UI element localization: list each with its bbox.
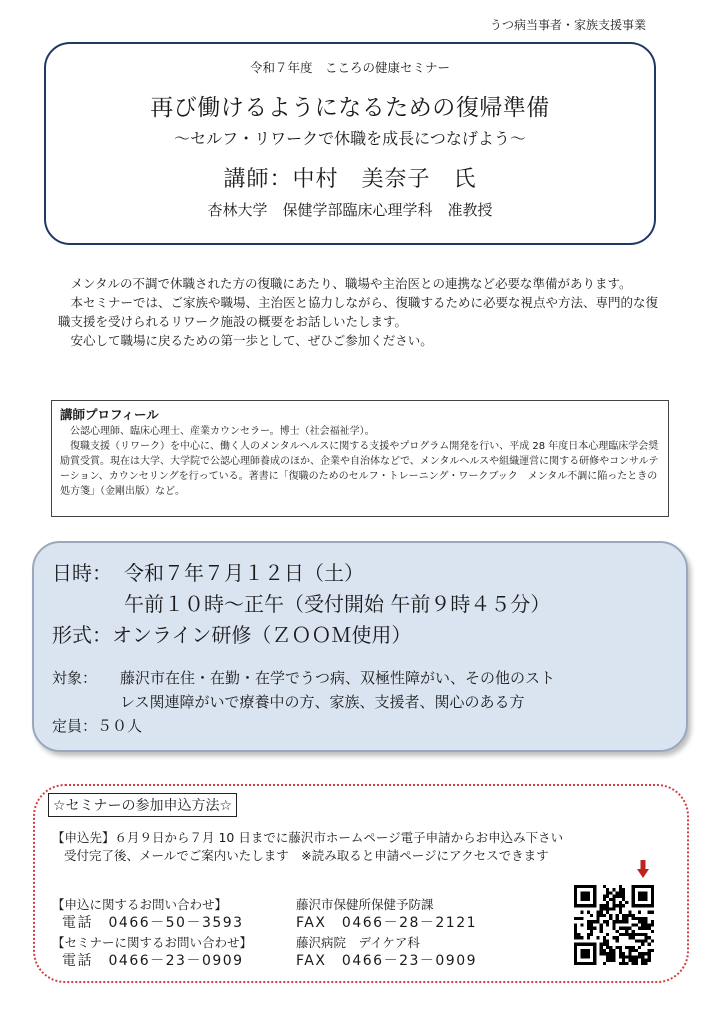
arrow-down-icon bbox=[637, 860, 649, 878]
intro-paragraph: 本セミナーでは、ご家族や職場、主治医と協力しながら、復職するために必要な視点や方法、専門的な復職支援を受けられるリワーク施設の概要をお話しいたします。 bbox=[58, 295, 659, 329]
profile-title: 講師プロフィール bbox=[60, 407, 159, 422]
application-title: ☆セミナーの参加申込方法☆ bbox=[48, 793, 237, 817]
contact-fax: FAX 0466－23－0909 bbox=[296, 953, 478, 969]
contact-phone: 電話 0466－50－3593 bbox=[62, 915, 244, 931]
contact-organization: 藤沢市保健所保健予防課 bbox=[296, 897, 434, 912]
application-instructions: 【申込先】６月９日から７月 10 日までに藤沢市ホームページ電子申請からお申込み下さい bbox=[52, 830, 564, 845]
intro-paragraph: メンタルの不調で休職された方の復職にあたり、職場や主治医との連携など必要な準備があります。 bbox=[70, 276, 632, 291]
event-time: 午前１０時～正午（受付開始 午前９時４５分） bbox=[124, 592, 551, 616]
contact-label: 【セミナーに関するお問い合わせ】 bbox=[52, 935, 253, 950]
event-capacity: 定員：５０人 bbox=[52, 717, 143, 735]
intro-text bbox=[58, 274, 670, 350]
organizer-tag: うつ病当事者・家族支援事業 bbox=[489, 18, 646, 32]
contact-organization: 藤沢病院 デイケア科 bbox=[296, 935, 420, 950]
contact-label: 【申込に関するお問い合わせ】 bbox=[52, 897, 228, 912]
target-audience-line: レス関連障がいで療養中の方、家族、支援者、関心のある方 bbox=[120, 693, 525, 711]
profile-paragraph: 復職支援（リワーク）を中心に、働く人のメンタルヘルスに関する支援やプログラム開発を行い、平成 28 年度日本心理臨床学会奨励賞受賞。現在は大学、大学院で公認心理師養成のほか、企業や自治体などで、メンタルヘルスや組織運営に関する研修やコンサルテーション、カウンセリングを行っている。著書に「復職のためのセルフ・トレーニング・ワークブック メンタル不調に陥ったときの処方箋」（金剛出版）など。 bbox=[60, 441, 659, 497]
seminar-subtitle: ～セルフ・リワークで休職を成長につなげよう～ bbox=[174, 129, 526, 148]
lecturer-profile-box bbox=[51, 400, 669, 517]
seminar-series: 令和７年度 こころの健康セミナー bbox=[249, 60, 450, 75]
lecturer-affiliation: 杏林大学 保健学部臨床心理学科 准教授 bbox=[207, 201, 493, 219]
event-date-label: 日時： bbox=[52, 561, 112, 585]
target-audience-line: 藤沢市在住・在勤・在学でうつ病、双極性障がい、その他のスト bbox=[120, 669, 556, 687]
contact-fax: FAX 0466－28－2121 bbox=[296, 915, 478, 931]
contact-phone: 電話 0466－23－0909 bbox=[62, 953, 244, 969]
seminar-title: 再び働けるようになるための復帰準備 bbox=[150, 95, 550, 121]
lecturer-name: 講師：中村 美奈子 氏 bbox=[223, 167, 477, 192]
target-label: 対象： bbox=[52, 669, 98, 687]
event-date: 令和７年７月１２日（土） bbox=[124, 561, 364, 585]
profile-paragraph: 公認心理師、臨床心理士、産業カウンセラー。博士（社会福祉学）。 bbox=[70, 426, 375, 437]
event-format: 形式：オンライン研修（ＺＯＯＭ使用） bbox=[52, 623, 412, 647]
qr-code-icon[interactable] bbox=[574, 885, 654, 965]
intro-paragraph: 安心して職場に戻るための第一歩として、ぜひご参加ください。 bbox=[70, 333, 433, 348]
application-note: 受付完了後、メールでご案内いたします ※読み取ると申請ページにアクセスできます bbox=[64, 848, 549, 863]
title-box bbox=[44, 42, 656, 245]
